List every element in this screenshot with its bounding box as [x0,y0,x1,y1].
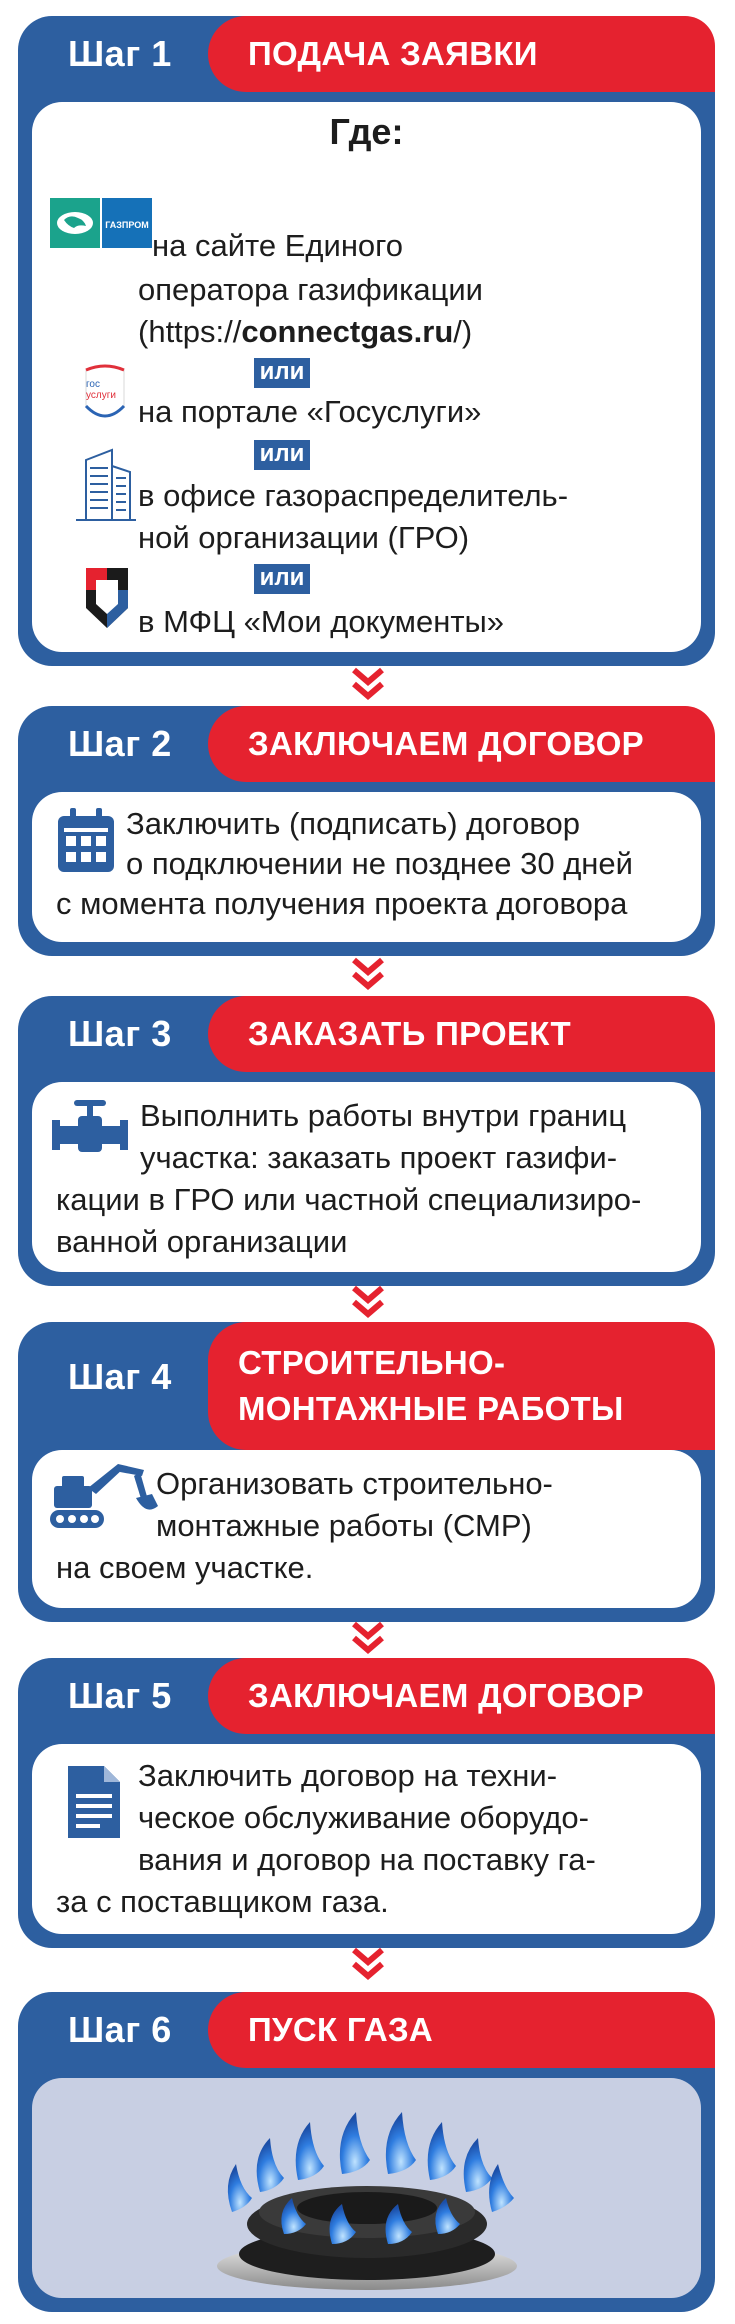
step-5-title: ЗАКЛЮЧАЕМ ДОГОВОР [208,1658,715,1734]
office-building-icon [72,446,138,522]
step-4-title [208,1322,715,1450]
option-1-url[interactable] [138,312,472,352]
step-5-line-1: Заключить договор на техни- [138,1758,558,1793]
step-2-number: Шаг 2 [68,723,172,764]
step-6-body [32,2078,701,2298]
excavator-icon [48,1458,160,1532]
svg-text:ГАЗПРОМ: ГАЗПРОМ [105,220,149,230]
option-2-line-1: на портале «Госуслуги» [138,394,482,429]
gazprom-logo-icon [50,198,152,248]
mfc-logo-icon [78,564,136,632]
where-heading: Где: [329,111,404,152]
step-4-number: Шаг 4 [68,1356,172,1397]
step-5-body [32,1744,701,1934]
step-6-number: Шаг 6 [68,2009,172,2050]
gosuslugi-logo-icon [76,364,134,426]
step-3-line-3: кации в ГРО или частной специализиро- [56,1182,642,1217]
step-2-card [18,706,715,956]
url-prefix: (https:// [138,314,242,349]
or-badge-1: или [254,358,310,388]
step-4-line-1: Организовать строительно- [156,1466,553,1501]
or-badge-2: или [254,440,310,470]
step-1-number: Шаг 1 [68,33,172,74]
document-icon [64,1762,124,1842]
step-1-card [18,16,715,666]
step-4-body [32,1450,701,1608]
step-4-card [18,1322,715,1622]
chevron-down-icon [350,666,386,702]
step-2-line-3: с момента получения проекта договора [56,886,628,921]
step-2-title: ЗАКЛЮЧАЕМ ДОГОВОР [208,706,715,782]
option-1-line-2: оператора газификации [138,272,483,307]
step-3-body [32,1082,701,1272]
step-4-line-3: на своем участке. [56,1550,314,1585]
step-4-title-line-1: СТРОИТЕЛЬНО- [238,1344,506,1381]
step-3-line-2: участка: заказать проект газифи- [140,1140,618,1175]
step-2-line-1: Заключить (подписать) договор [126,806,580,841]
chevron-down-icon [350,1946,386,1982]
gosuslugi-logo-text-1: гос [86,379,100,390]
or-badge-3: или [254,564,310,594]
option-1-line-1: на сайте Единого [152,228,404,263]
chevron-down-icon [350,1284,386,1320]
calendar-icon [56,808,116,874]
step-3-number: Шаг 3 [68,1013,172,1054]
url-suffix: /) [453,314,473,349]
gas-burner-flame-icon [192,2094,542,2294]
step-5-line-4: за с поставщиком газа. [56,1884,389,1919]
step-3-card [18,996,715,1286]
step-1-body [32,102,701,652]
step-3-line-4: ванной организации [56,1224,348,1259]
step-2-body [32,792,701,942]
step-5-line-2: ческое обслуживание оборудо- [138,1800,589,1835]
step-2-line-2: о подключении не позднее 30 дней [126,846,633,881]
step-4-line-2: монтажные работы (СМР) [156,1508,532,1543]
step-3-title: ЗАКАЗАТЬ ПРОЕКТ [208,996,715,1072]
step-3-line-1: Выполнить работы внутри границ [140,1098,627,1133]
step-5-card [18,1658,715,1948]
gosuslugi-logo-text-2: услуги [86,390,116,401]
step-6-title: ПУСК ГАЗА [208,1992,715,2068]
step-4-title-line-2: МОНТАЖНЫЕ РАБОТЫ [238,1390,624,1427]
option-3-line-1: в офисе газораспределитель- [138,478,569,513]
url-domain[interactable]: connectgas.ru [241,314,454,349]
chevron-down-icon [350,1620,386,1656]
step-1-title: ПОДАЧА ЗАЯВКИ [208,16,715,92]
option-4-line-1: в МФЦ «Мои документы» [138,604,505,639]
step-5-line-3: вания и договор на поставку га- [138,1842,596,1877]
option-3-line-2: ной организации (ГРО) [138,520,470,555]
step-5-number: Шаг 5 [68,1675,172,1716]
gas-valve-icon [52,1096,128,1162]
chevron-down-icon [350,956,386,992]
step-6-card [18,1992,715,2312]
